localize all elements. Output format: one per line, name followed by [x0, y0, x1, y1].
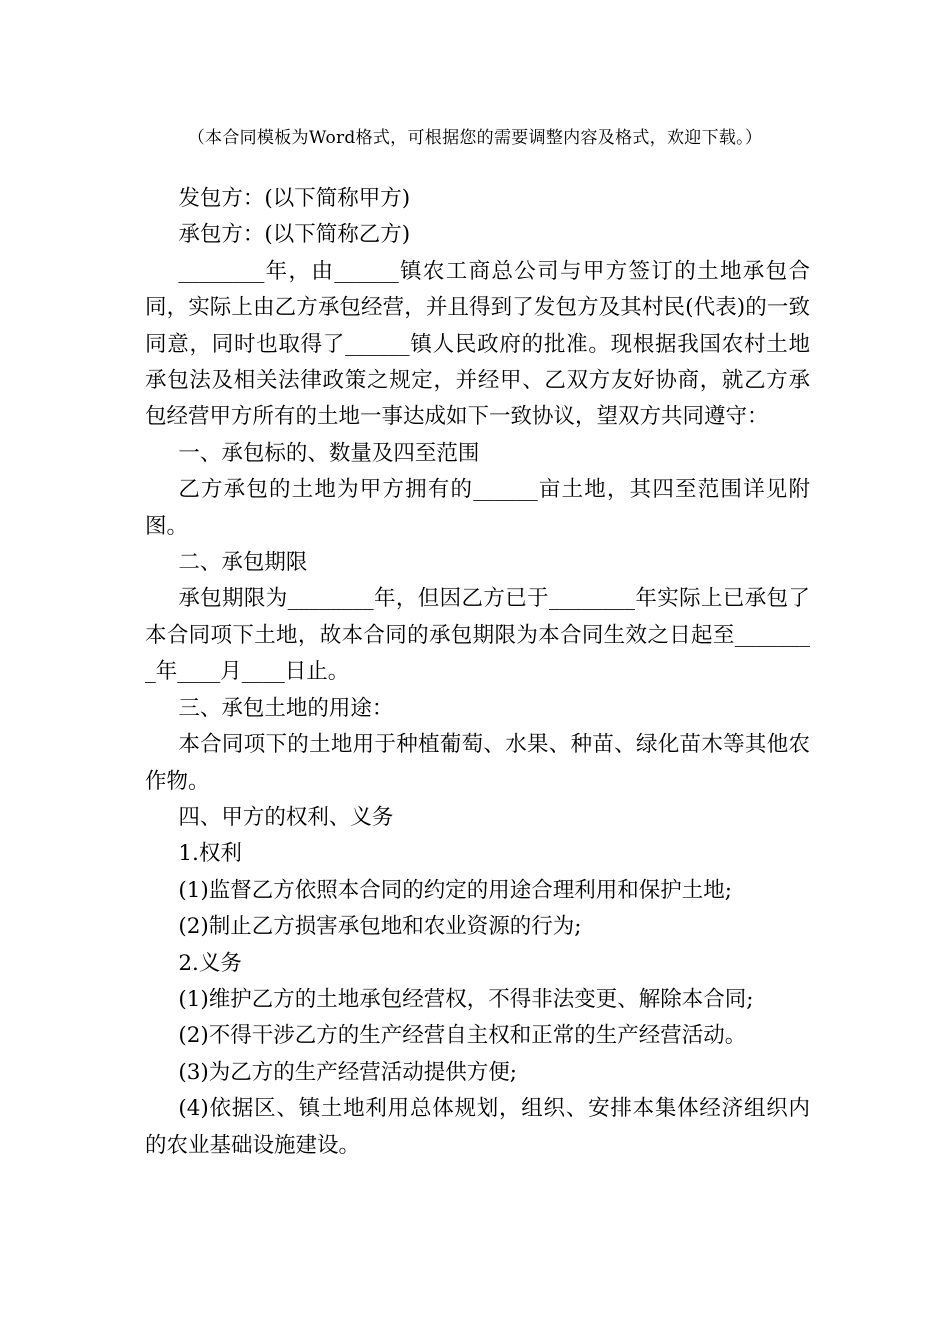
party-b-line: 承包方：(以下简称乙方): [178, 222, 411, 248]
rights-item-1: (1)监督乙方依照本合同的约定的用途合理利用和保护土地;: [178, 877, 733, 903]
section-4-heading: 四、甲方的权利、义务: [178, 804, 394, 830]
section-3-paragraph: 本合同项下的土地用于种植葡萄、水果、种苗、绿化苗木等其他农作物。: [145, 732, 810, 794]
obligations-subheading: 2.义务: [178, 950, 242, 976]
section-1-heading: 一、承包标的、数量及四至范围: [178, 440, 480, 466]
rights-item-2: (2)制止乙方损害承包地和农业资源的行为;: [178, 914, 582, 940]
section-1-paragraph: 乙方承包的土地为甲方拥有的______亩土地，其四至范围详见附图。: [145, 477, 810, 539]
party-a-line: 发包方：(以下简称甲方): [178, 186, 411, 211]
section-2-paragraph: 承包期限为________年，但因乙方已于________年实际上已承包了本合同项下土地，故本合同的承包期限为本合同生效之日起至________年____月____日止。: [145, 586, 810, 685]
section-3-heading: 三、承包土地的用途：: [178, 695, 394, 721]
obligations-item-1: (1)维护乙方的土地承包经营权，不得非法变更、解除本合同;: [178, 986, 754, 1012]
obligations-item-4: (4)依据区、镇土地利用总体规划，组织、安排本集体经济组织内的农业基础设施建设。: [145, 1096, 810, 1158]
section-2-heading: 二、承包期限: [178, 550, 308, 576]
preamble-paragraph: ________年，由______镇农工商总公司与甲方签订的土地承包合同，实际上由乙方承包经营，并且得到了发包方及其村民(代表)的一致同意，同时也取得了______镇人民政府的批准。现根据我国农村土地承包法及相关法律政策之规定，并经甲、乙双方友好协商，就乙方承包经营甲方所有的土地一事达成如下一致协议，望双方共同遵守：: [145, 258, 810, 430]
template-note: （本合同模板为Word格式，可根据您的需要调整内容及格式，欢迎下载。）: [187, 128, 763, 148]
contract-body: [145, 181, 810, 1164]
obligations-item-3: (3)为乙方的生产经营活动提供方便;: [178, 1059, 518, 1085]
rights-subheading: 1.权利: [178, 841, 242, 867]
obligations-item-2: (2)不得干涉乙方的生产经营自主权和正常的生产经营活动。: [178, 1023, 747, 1049]
